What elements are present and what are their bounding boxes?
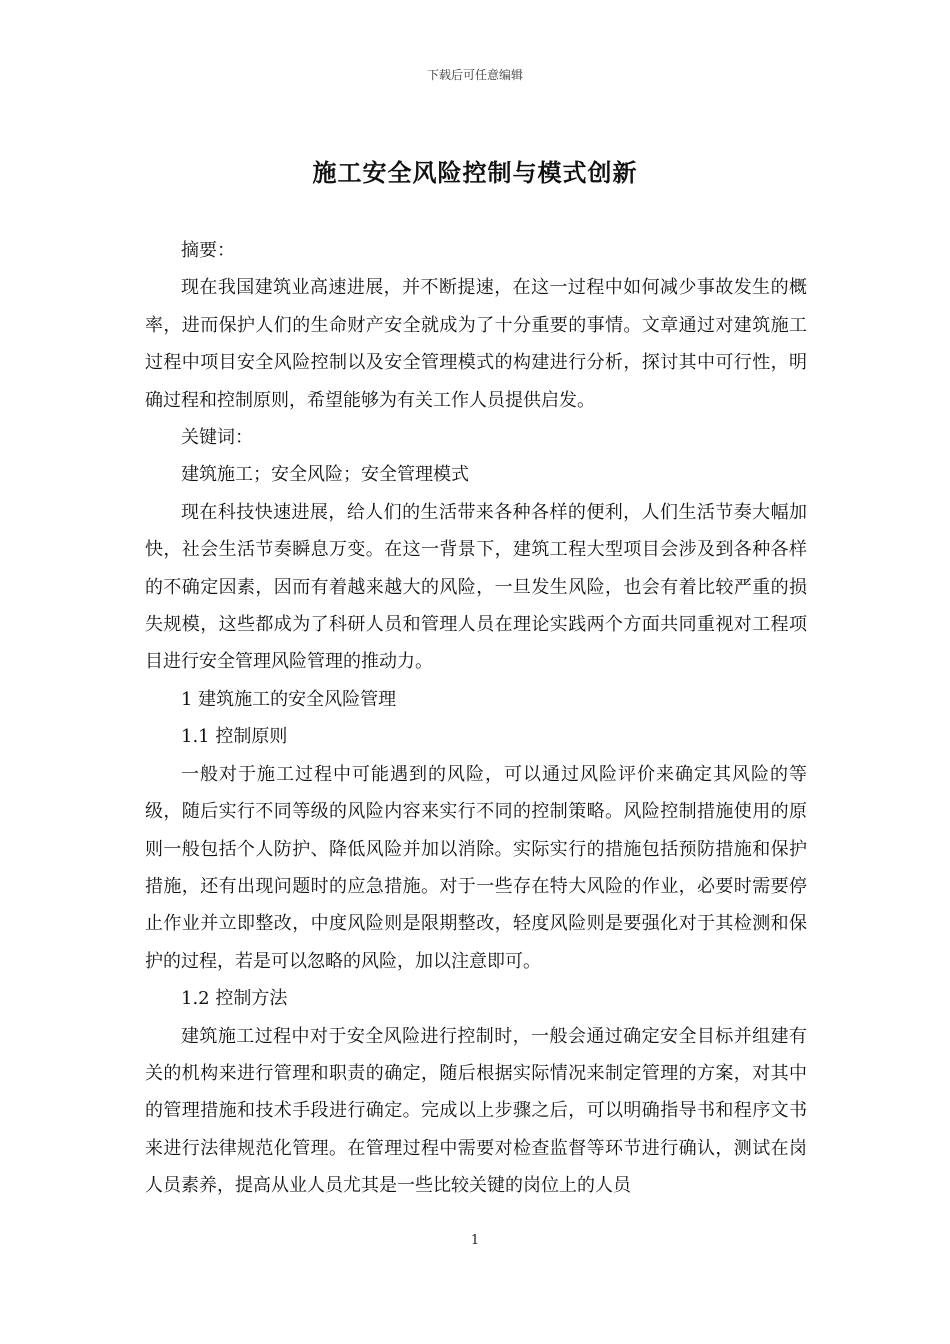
abstract-paragraph: 现在我国建筑业高速进展，并不断提速，在这一过程中如何减少事故发生的概率，进而保护人们的生命财产安全就成为了十分重要的事情。文章通过对建筑施工过程中项目安全风险控制以及安全管理模式的构建进行分析，探讨其中可行性，明确过程和控制原则，希望能够为有关工作人员提供启发。 [145, 277, 807, 411]
keywords-heading: 关键词： [181, 427, 253, 449]
section-1-1-paragraph: 一般对于施工过程中可能遇到的风险，可以通过风险评价来确定其风险的等级，随后实行不同等级的风险内容来实行不同的控制策略。风险控制措施使用的原则一般包括个人防护、降低风险并加以消除。实际实行的措施包括预防措施和保护措施，还有出现问题时的应急措施。对于一些存在特大风险的作业，必要时需要停止作业并立即整改，中度风险则是限期整改，轻度风险则是要强化对于其检测和保护的过程，若是可以忽略的风险，加以注意即可。 [145, 763, 807, 972]
section-1-2-paragraph: 建筑施工过程中对于安全风险进行控制时，一般会通过确定安全目标并组建有关的机构来进行管理和职责的确定，随后根据实际情况来制定管理的方案，对其中的管理措施和技术手段进行确定。完成以上步骤之后，可以明确指导书和程序文书来进行法律规范化管理。在管理过程中需要对检查监督等环节进行确认，测试在岗人员素养，提高从业人员尤其是一些比较关键的岗位上的人员 [145, 1025, 807, 1197]
keywords-list: 建筑施工；安全风险；安全管理模式 [181, 464, 469, 486]
section-1-2-heading: 1.2 控制方法 [181, 988, 288, 1010]
document-title: 施工安全风险控制与模式创新 [312, 158, 638, 187]
intro-paragraph: 现在科技快速进展，给人们的生活带来各种各样的便利，人们生活节奏大幅加快，社会生活节奏瞬息万变。在这一背景下，建筑工程大型项目会涉及到各种各样的不确定因素，因而有着越来越大的风险，一旦发生风险，也会有着比较严重的损失规模，这些都成为了科研人员和管理人员在理论实践两个方面共同重视对工程项目进行安全管理风险管理的推动力。 [145, 501, 807, 673]
page-number: 1 [470, 1233, 480, 1248]
page-header-note: 下载后可任意编辑 [426, 68, 523, 82]
section-1-1-heading: 1.1 控制原则 [181, 726, 288, 748]
abstract-heading: 摘要： [181, 240, 235, 261]
section-1-heading: 1 建筑施工的安全风险管理 [181, 688, 397, 710]
document-body [145, 232, 807, 1205]
